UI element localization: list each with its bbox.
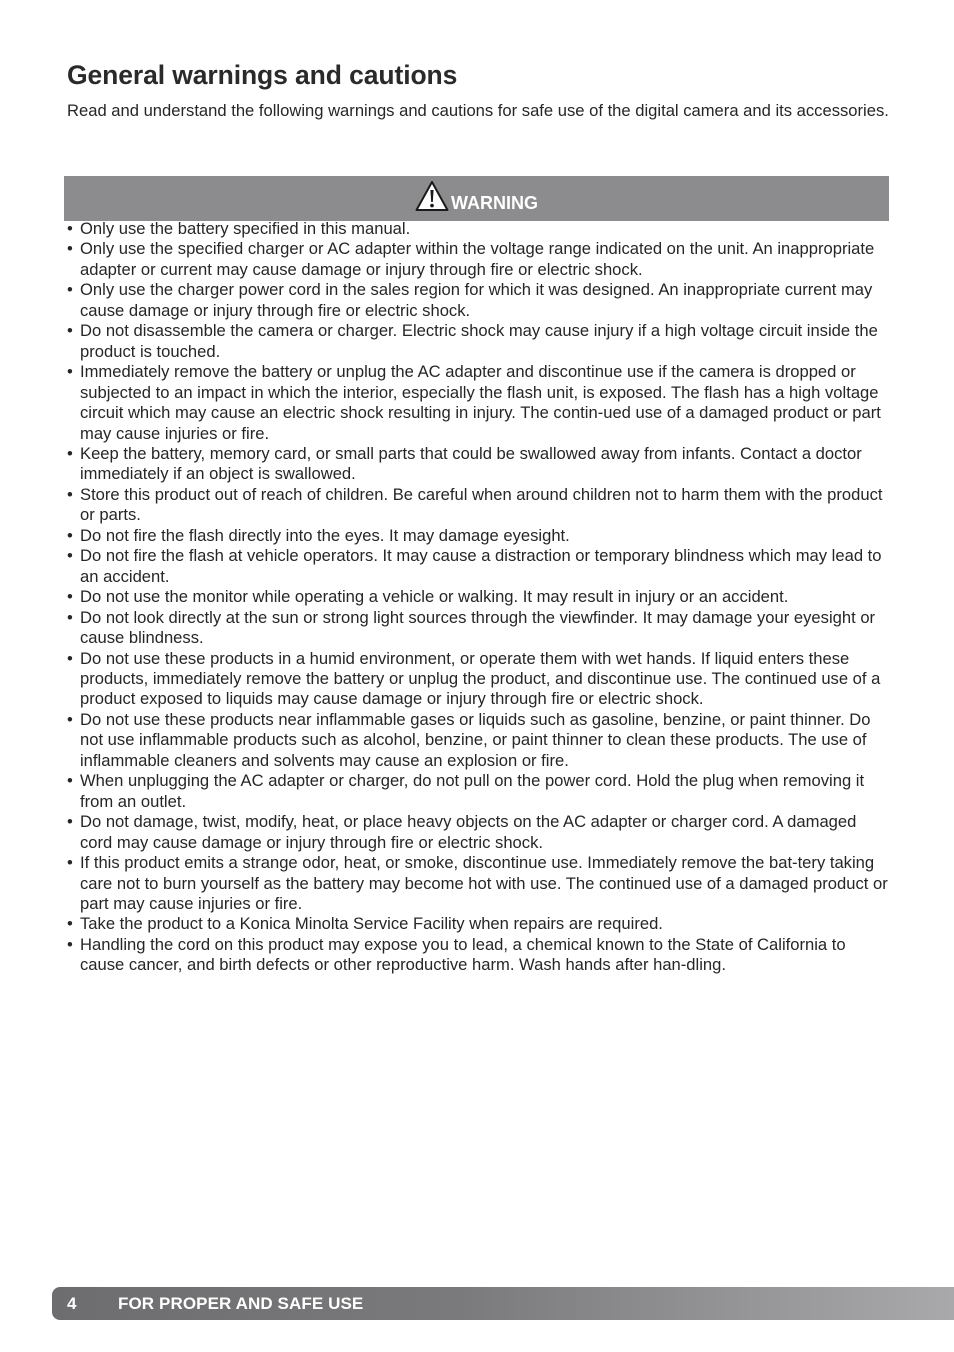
warning-list bbox=[67, 219, 889, 976]
warning-header bbox=[64, 176, 889, 221]
list-item: • Do not look directly at the sun or strong light sources through the viewfinder. It may damage your eyesight or cause blindness. bbox=[67, 608, 889, 649]
page-number: 4 bbox=[67, 1293, 77, 1313]
list-item: • Only use the specified charger or AC adapter within the voltage range indicated on the unit. An inappropriate adapter or current may cause damage or injury through fire or electric shock. bbox=[67, 239, 889, 280]
list-item: • Do not use these products near inflammable gases or liquids such as gasoline, benzine, or paint thinner. Do not use inflammable products such as alcohol, benzine, or paint thinner to clean these products. The use of inflammable cleaners and solvents may cause an explosion or fire. bbox=[67, 710, 889, 771]
page-title: General warnings and cautions bbox=[67, 60, 458, 90]
list-item: • Handling the cord on this product may expose you to lead, a chemical known to the State of California to cause cancer, and birth defects or other reproductive harm. Wash hands after han-dling. bbox=[67, 935, 889, 976]
list-item: • Do not fire the flash at vehicle operators. It may cause a distraction or temporary blindness which may lead to an accident. bbox=[67, 546, 889, 587]
list-item: • Store this product out of reach of children. Be careful when around children not to harm them with the product or parts. bbox=[67, 485, 889, 526]
list-item: • If this product emits a strange odor, heat, or smoke, discontinue use. Immediately remove the bat-tery taking care not to burn yourself as the battery may become hot with use. The continued use of a damaged product or part may cause injuries or fire. bbox=[67, 853, 889, 914]
footer-section-title: FOR PROPER AND SAFE USE bbox=[118, 1293, 364, 1313]
list-item: • Only use the charger power cord in the sales region for which it was designed. An inappropriate current may cause damage or injury through fire or electric shock. bbox=[67, 280, 889, 321]
list-item: • When unplugging the AC adapter or charger, do not pull on the power cord. Hold the plug when removing it from an outlet. bbox=[67, 771, 889, 812]
list-item: • Do not fire the flash directly into the eyes. It may damage eyesight. bbox=[67, 526, 889, 546]
list-item: • Do not damage, twist, modify, heat, or place heavy objects on the AC adapter or charger cord. A damaged cord may cause damage or injury through fire or electric shock. bbox=[67, 812, 889, 853]
list-item: • Only use the battery specified in this manual. bbox=[67, 219, 889, 239]
list-item: • Keep the battery, memory card, or small parts that could be swallowed away from infants. Contact a doctor immediately if an object is swallowed. bbox=[67, 444, 889, 485]
page-footer bbox=[52, 1287, 954, 1320]
list-item: • Do not use these products in a humid environment, or operate them with wet hands. If liquid enters these products, immediately remove the battery or unplug the product, and discontinue use. The continued use of a product exposed to liquids may cause damage or injury through fire or electric shock. bbox=[67, 649, 889, 710]
warning-triangle-icon bbox=[415, 180, 449, 212]
list-item: • Immediately remove the battery or unplug the AC adapter and discontinue use if the camera is dropped or subjected to an impact in which the interior, especially the flash unit, is exposed. The flash has a high voltage circuit which may cause an electric shock resulting in injury. The contin-ued use of a damaged product or part may cause injuries or fire. bbox=[67, 362, 889, 444]
intro-paragraph: Read and understand the following warnings and cautions for safe use of the digital camera and its accessories. bbox=[67, 101, 889, 120]
list-item: • Take the product to a Konica Minolta Service Facility when repairs are required. bbox=[67, 914, 889, 934]
warning-label: WARNING bbox=[451, 193, 538, 213]
list-item: • Do not disassemble the camera or charger. Electric shock may cause injury if a high voltage circuit inside the product is touched. bbox=[67, 321, 889, 362]
list-item: • Do not use the monitor while operating a vehicle or walking. It may result in injury or an accident. bbox=[67, 587, 889, 607]
